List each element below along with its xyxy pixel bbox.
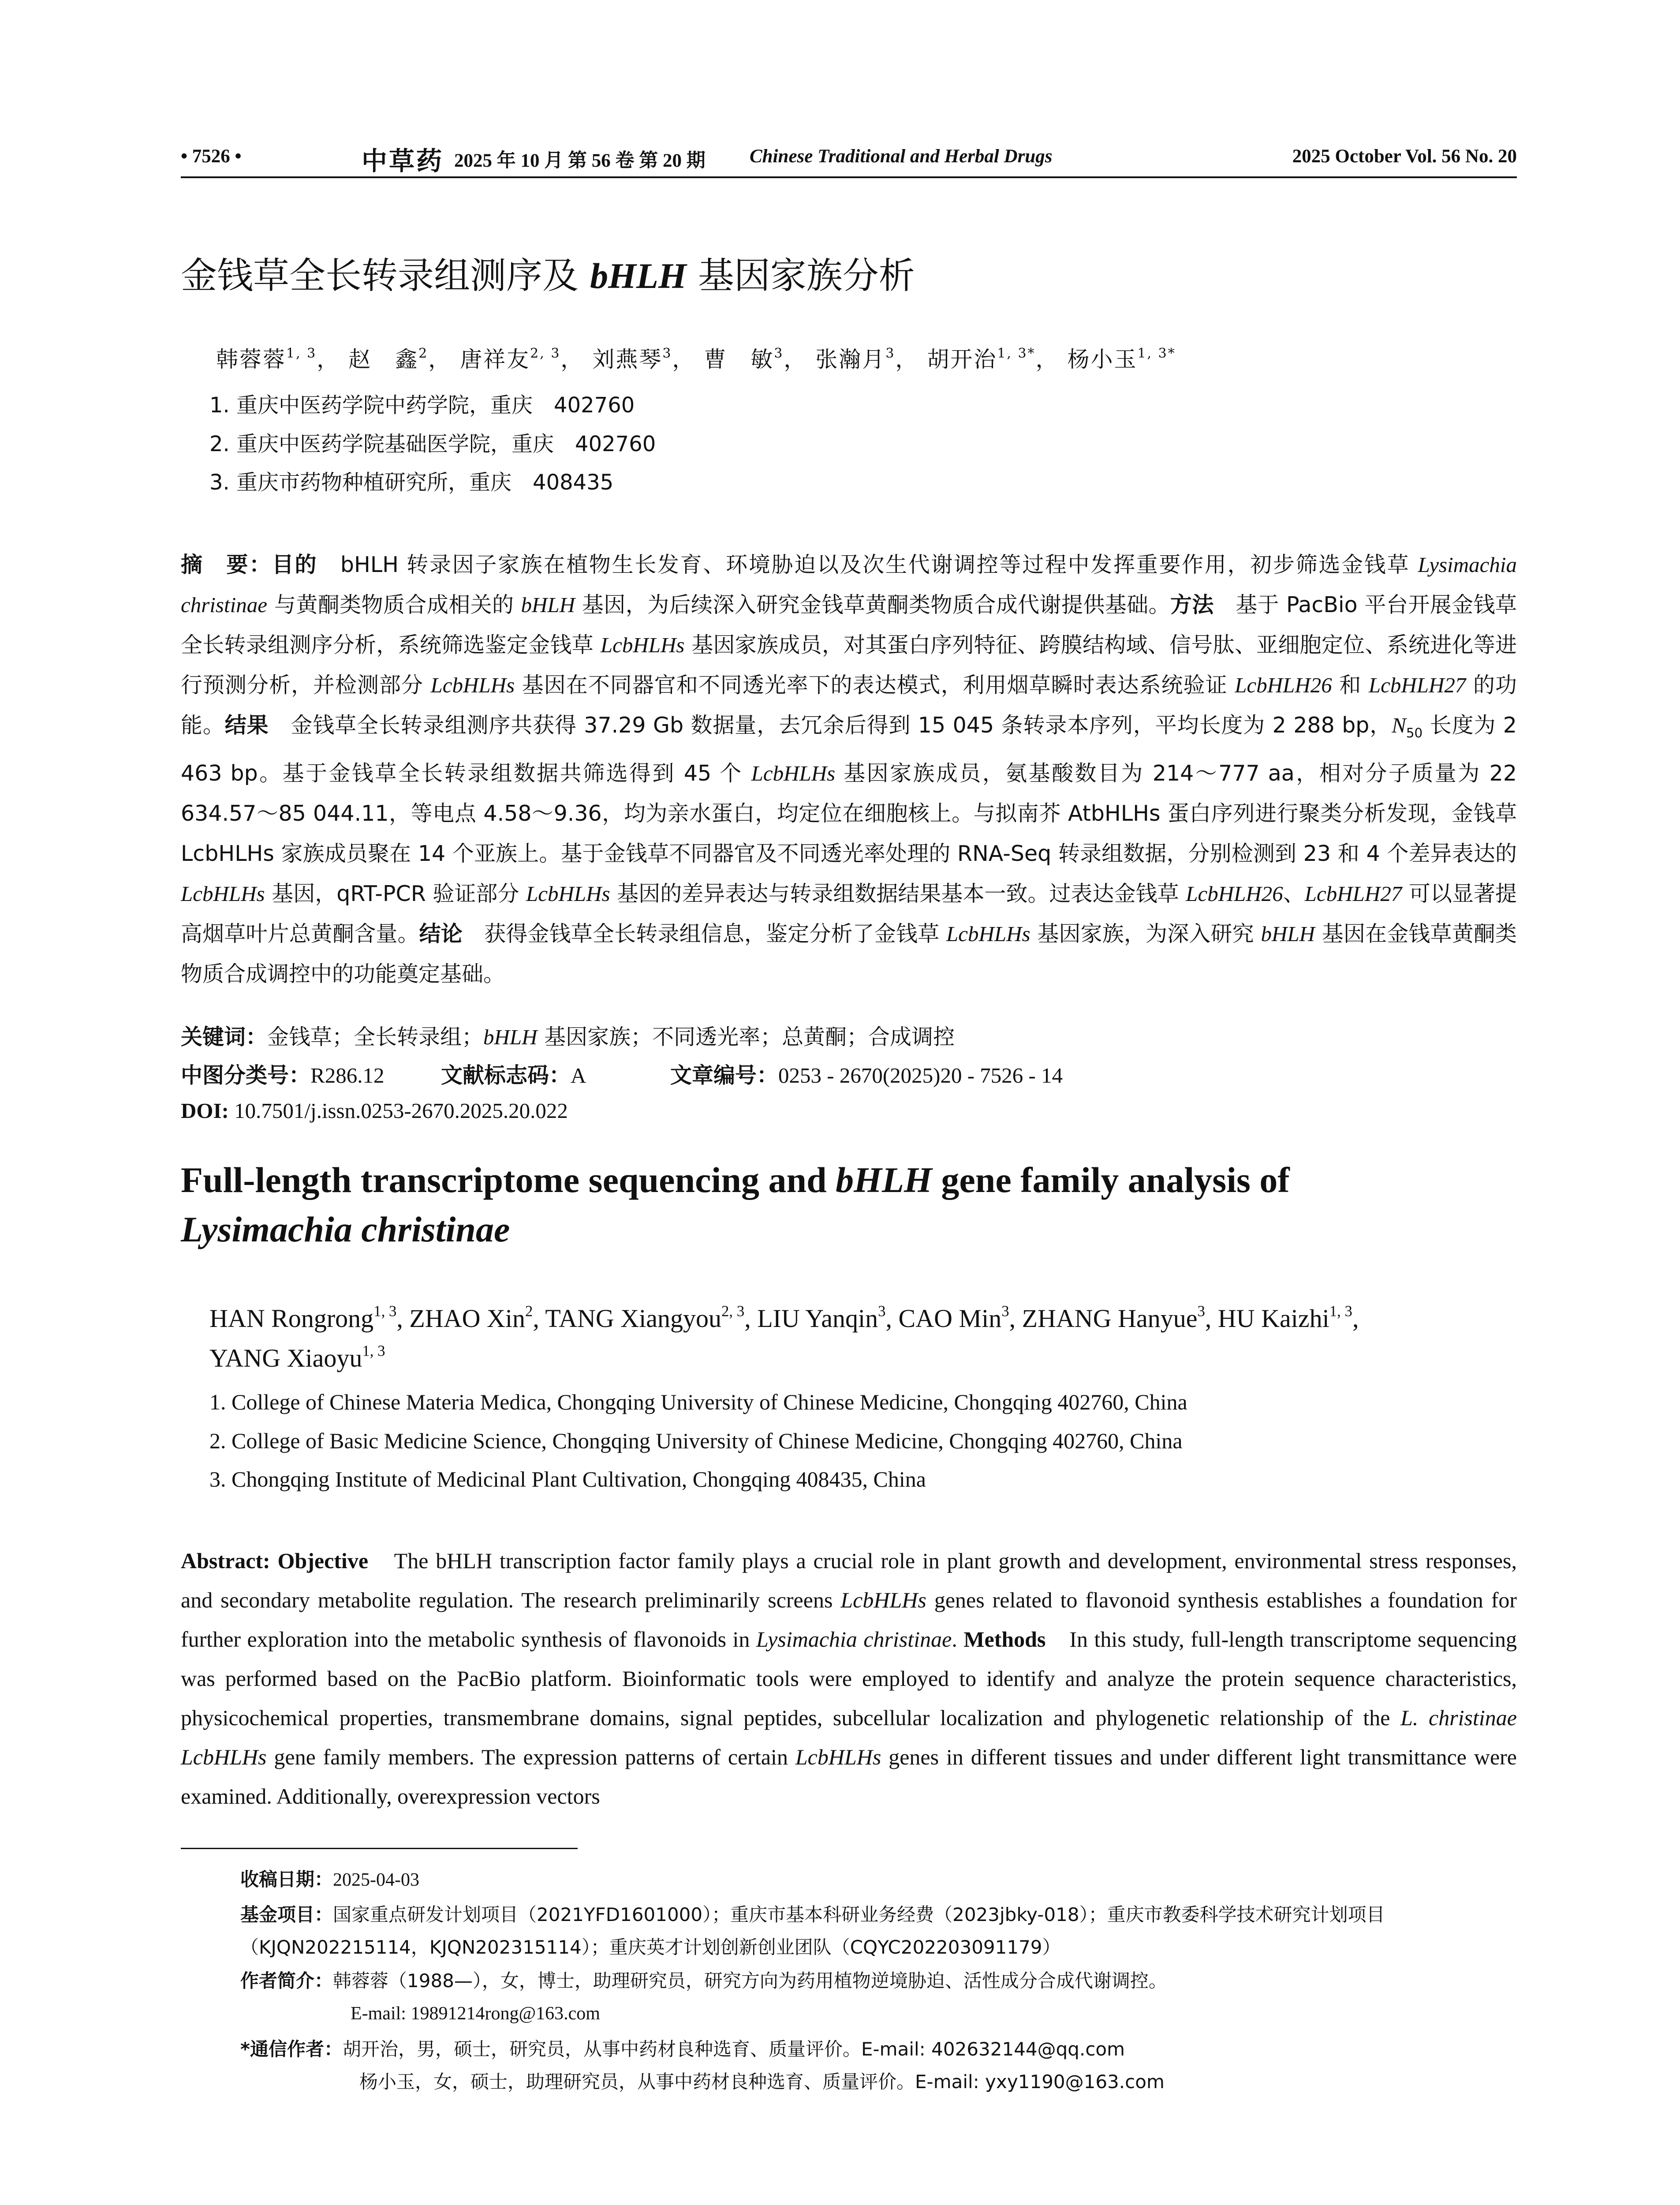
author-cn: 唐祥友$^{2, 3}$ [460, 346, 561, 372]
author-cn: 胡开治$^{1, 3*}$ [927, 346, 1036, 372]
author-email[interactable]: E-mail: 19891214rong@163.com [351, 2003, 600, 2024]
footnote-funding: 基金项目：国家重点研发计划项目（2021YFD1601000）；重庆市基本科研业务经费（2023jbky-018）；重庆市教委科学技术研究计划项目（KJQN202215114，KJQN202315114）；重庆英才计划创新创业团队（CQYC202203091179） [240, 1904, 1385, 1958]
footnote-author-bio: 作者简介：韩蓉蓉（1988—），女，博士，助理研究员，研究方向为药用植物逆境胁迫、活性成分合成代谢调控。 E-mail: 19891214rong@163.com [240, 1965, 1517, 2030]
keywords-cn: 关键词：金钱草；全长转录组；bHLH 基因家族；不同透光率；总黄酮；合成调控 [181, 1024, 955, 1050]
abstract-en: Abstract: Objective The bHLH transcription factor family plays a crucial role in plant growth and development, environmental stress responses, and secondary metabolite regulation. The research preliminarily screens LcbHLHs genes related to flavonoid synthesis establishes a foundation for further exploration into the metabolic synthesis of flavonoids in Lysimachia christinae. Methods In this study, full-length transcriptome sequencing was performed based on the PacBio platform. Bioinformatic tools were employed to identify and analyze the protein sequence characteristics, physicochemical properties, transmembrane domains, signal peptides, subcellular localization and phylogenetic relationship of the L. christinae LcbHLHs gene family members. The expression patterns of certain LcbHLHs genes in different tissues and under different light transmittance were examined. Additionally, overexpression vectors [181, 1548, 1517, 1809]
page-number: • 7526 • [181, 146, 242, 167]
footnote-corresponding: *通信作者：胡开治，男，硕士，研究员，从事中药材良种选育、质量评价。E-mail: 402632144@qq.com 杨小玉，女，硕士，助理研究员，从事中药材良种选育、质量评价。E-mail: yxy1190@163.com [240, 2038, 1165, 2093]
title-en: Full-length transcriptome sequencing and bHLH gene family analysis of Lysimachia christinae [181, 1160, 1290, 1249]
author-cn: 赵 鑫$^2$ [348, 346, 429, 372]
footnote-rule [181, 1848, 578, 1849]
affiliation-en-2: 2. College of Basic Medicine Science, Chongqing University of Chinese Medicine, Chongqing 402760, China [209, 1428, 1183, 1453]
affiliation-en-3: 3. Chongqing Institute of Medicinal Plant Cultivation, Chongqing 408435, China [209, 1467, 926, 1491]
authors-en: HAN Rongrong$^{1, 3}$, ZHAO Xin$^2$, TANG Xiangyou$^{2, 3}$, LIU Yanqin$^3$, CAO Min$^3$, ZHANG Hanyue$^3$, HU Kaizhi$^{1, 3}$, YANG Xiaoyu$^{1, 3}$ [209, 1302, 1359, 1372]
journal-name-cn: 中草药 [362, 146, 444, 176]
affiliation-en-1: 1. College of Chinese Materia Medica, Chongqing University of Chinese Medicine, Chongqing 402760, China [209, 1390, 1187, 1414]
affiliation-cn-3: 3. 重庆市药物种植研究所，重庆 408435 [209, 470, 614, 495]
affiliation-cn-2: 2. 重庆中医药学院基础医学院，重庆 402760 [209, 432, 656, 456]
classification-line: 中图分类号：R286.12 文献标志码：A 文章编号：0253 - 2670(2025)20 - 7526 - 14 [181, 1063, 1063, 1088]
author-cn: 刘燕琴$^3$ [592, 346, 672, 372]
author-cn: 韩蓉蓉$^{1, 3}$ [216, 346, 317, 372]
abstract-cn: 摘 要：目的 bHLH 转录因子家族在植物生长发育、环境胁迫以及次生代谢调控等过程中发挥重要作用，初步筛选金钱草 Lysimachia christinae 与黄酮类物质合成相关的 bHLH 基因，为后续深入研究金钱草黄酮类物质合成代谢提供基础。方法 基于 PacBio 平台开展金钱草全长转录组测序分析，系统筛选鉴定金钱草 LcbHLHs 基因家族成员，对其蛋白序列特征、跨膜结构域、信号肽、亚细胞定位、系统进化等进行预测分析，并检测部分 LcbHLHs 基因在不同器官和不同透光率下的表达模式，利用烟草瞬时表达系统验证 LcbHLH26 和 LcbHLH27 的功能。结果 金钱草全长转录组测序共获得 37.29 Gb 数据量，去冗余后得到 15 045 条转录本序列，平均长度为 2 288 bp，$N_{50}$ 长度为 2 463 bp。基于金钱草全长转录组数据共筛选得到 45 个 LcbHLHs 基因家族成员，氨基酸数目为 214～777 aa，相对分子质量为 22 634.57～85 044.11，等电点 4.58～9.36，均为亲水蛋白，均定位在细胞核上。与拟南芥 AtbHLHs 蛋白序列进行聚类分析发现，金钱草 LcbHLHs 家族成员聚在 14 个亚族上。基于金钱草不同器官及不同透光率处理的 RNA-Seq 转录组数据，分别检测到 23 和 4 个差异表达的 LcbHLHs 基因，qRT-PCR 验证部分 LcbHLHs 基因的差异表达与转录组数据结果基本一致。过表达金钱草 LcbHLH26、LcbHLH27 可以显著提高烟草叶片总黄酮含量。结论 获得金钱草全长转录组信息，鉴定分析了金钱草 LcbHLHs 基因家族，为深入研究 bHLH 基因在金钱草黄酮类物质合成调控中的功能奠定基础。 [181, 552, 1517, 987]
author-cn: 张瀚月$^3$ [815, 346, 896, 372]
authors-cn: 韩蓉蓉$^{1, 3}$， 赵 鑫$^2$， 唐祥友$^{2, 3}$， 刘燕琴$^3$， 曹 敏$^3$， 张瀚月$^3$， 胡开治$^{1, 3*}$， 杨小玉$^{1, 3*}$ [216, 346, 1176, 372]
issue-date-cn: 2025 年 10 月 第 56 卷 第 20 期 [454, 150, 706, 171]
doi[interactable]: DOI: 10.7501/j.issn.0253-2670.2025.20.022 [181, 1099, 568, 1123]
running-header [181, 140, 1517, 176]
author-cn: 杨小玉$^{1, 3*}$ [1067, 346, 1176, 372]
journal-name-en: Chinese Traditional and Herbal Drugs [750, 146, 1053, 167]
issue-date-en: 2025 October Vol. 56 No. 20 [1292, 146, 1517, 167]
title-cn: 金钱草全长转录组测序及 bHLH 基因家族分析 [181, 255, 915, 297]
affiliation-cn-1: 1. 重庆中医药学院中药学院，重庆 402760 [209, 393, 635, 418]
footnote-received: 收稿日期：2025-04-03 [240, 1869, 419, 1890]
header-rule [181, 176, 1517, 178]
author-cn: 曹 敏$^3$ [704, 346, 784, 372]
